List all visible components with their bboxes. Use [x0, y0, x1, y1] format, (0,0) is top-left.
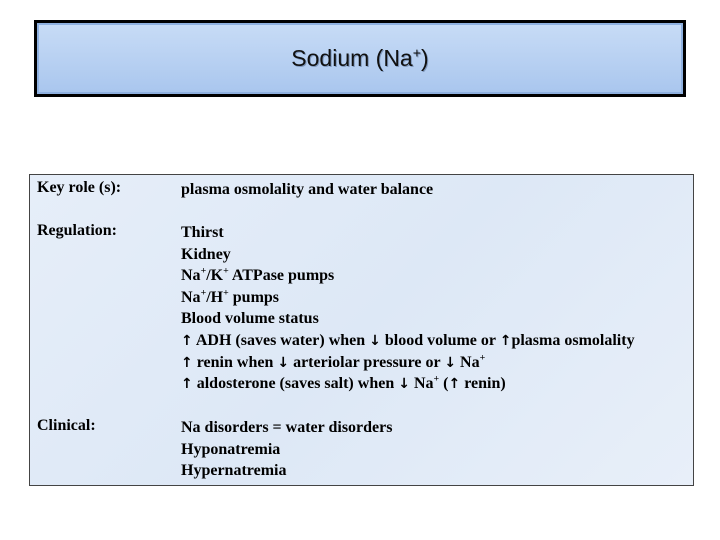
regulation-line-adh: ↑ ADH (saves water) when ↓ blood volume or ↑plasma osmolality	[181, 331, 635, 349]
up-arrow-icon: ↑	[181, 332, 193, 349]
clinical-line-hypernatremia: Hypernatremia	[181, 462, 287, 480]
up-arrow-icon: ↑	[448, 376, 461, 393]
clinical-content	[181, 417, 392, 482]
down-arrow-icon: ↓	[277, 354, 290, 371]
clinical-line-disorders: Na disorders = water disorders	[181, 419, 393, 436]
clinical-line-hyponatremia: Hyponatremia	[181, 440, 281, 458]
regulation-line-renin: ↑ renin when ↓ arteriolar pressure or ↓ Na+	[181, 352, 486, 371]
down-arrow-icon: ↓	[444, 354, 457, 371]
key-role-text: plasma osmolality and water balance	[181, 181, 434, 198]
key-role-content	[181, 179, 433, 201]
regulation-line-kidney: Kidney	[181, 245, 231, 263]
up-arrow-icon: ↑	[181, 376, 193, 393]
down-arrow-icon: ↓	[398, 376, 410, 393]
regulation-line-thirst: Thirst	[181, 224, 224, 241]
regulation-line-blood-volume: Blood volume status	[181, 310, 319, 328]
slide-title: Sodium (Na+)	[291, 45, 429, 71]
slide-title-box	[34, 20, 686, 97]
regulation-line-aldosterone: ↑ aldosterone (saves salt) when ↓ Na+ (↑ renin)	[181, 373, 506, 393]
regulation-line-nah-pump: Na+/H+ pumps	[181, 287, 280, 306]
content-panel	[29, 174, 694, 486]
key-role-label: Key role (s):	[37, 179, 122, 196]
clinical-label: Clinical:	[37, 417, 96, 434]
up-arrow-icon: ↑	[499, 332, 512, 349]
up-arrow-icon: ↑	[181, 354, 193, 371]
regulation-line-nak-pump: Na+/K+ ATPase pumps	[181, 265, 335, 285]
regulation-content	[181, 222, 635, 395]
down-arrow-icon: ↓	[369, 332, 381, 349]
regulation-label: Regulation:	[37, 222, 117, 239]
